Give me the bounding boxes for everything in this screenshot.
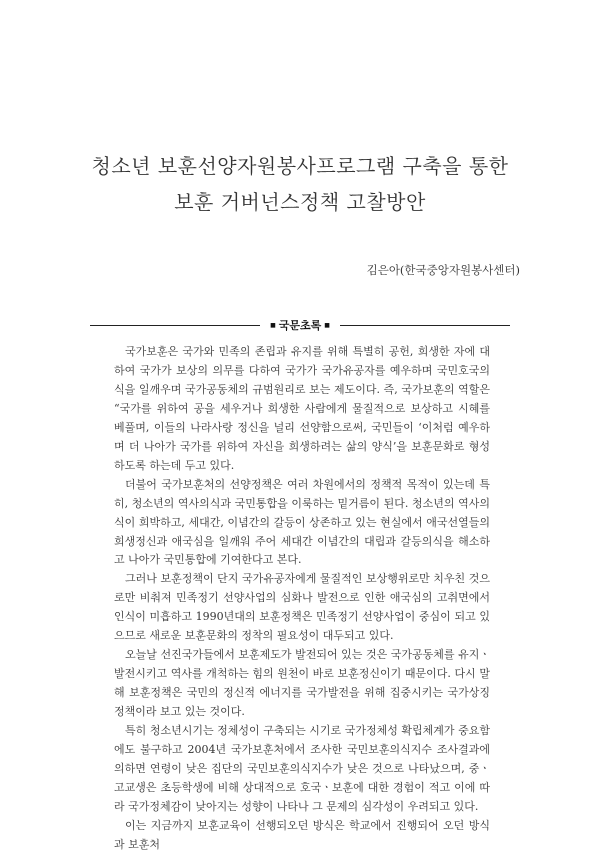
paper-title-line-1: 청소년 보훈선양자원봉사프로그램 구축을 통한: [91, 154, 509, 178]
abstract-paragraph: 그러나 보훈정책이 단지 국가유공자에게 물질적인 보상행위로만 치우친 것으로만 비춰져 민족정기 선양사업의 심화나 발전으로 인한 애국심의 고취면에서 인식이 미흡하고 1990년대의 보훈정책은 민족정기 선양사업이 중심이 되고 있으므로 새로운 보훈문화의 정착의 필요성이 대두되고 있다.: [114, 572, 490, 643]
abstract-label-box: [260, 318, 340, 332]
author-affiliation: 김은아(한국중앙자원봉사센터): [366, 263, 520, 277]
abstract-paragraph: 이는 지금까지 보훈교육이 선행되오던 방식은 학교에서 진행되어 오던 방식과 보훈처: [114, 818, 490, 851]
square-bullet-icon: ■: [270, 321, 276, 329]
abstract-rule-left: [90, 325, 260, 326]
paper-title-line-2: 보훈 거버넌스정책 고찰방안: [174, 190, 426, 214]
abstract-rule-right: [340, 325, 510, 326]
abstract-body: [114, 343, 490, 855]
abstract-paragraph: 국가보훈은 국가와 민족의 존립과 유지를 위해 특별히 공헌, 희생한 자에 대하여 국가가 보상의 의무를 다하여 국가가 국가유공자를 예우하며 국민호국의식을 일깨우며 국가공동체의 규범원리로 보는 제도이다. 즉, 국가보훈의 역할은 “국가를 위하여 공을 세우거나 희생한 사람에게 물질적으로 보상하고 시혜를 베풀며, 이들의 나라사랑 정신을 널리 선양함으로써, 국민들이 ‘이처럼 예우하며 더 나아가 국가를 위하여 자신을 희생하려는 삶의 양식’을 보훈문화로 형성하도록 하는데 두고 있다.: [114, 345, 490, 472]
abstract-paragraph: 오늘날 선진국가들에서 보훈제도가 발전되어 있는 것은 국가공동체를 유지ㆍ발전시키고 역사를 개척하는 힘의 원천이 바로 보훈정신이기 때문이다. 다시 말해 보훈정책은 국민의 정신적 에너지를 국가발전을 위해 집중시키는 국가상징정책이라 보고 있는 것이다.: [114, 648, 490, 719]
abstract-label: 국문초록: [278, 319, 322, 332]
square-bullet-icon: ■: [324, 321, 330, 329]
abstract-header: [90, 318, 510, 332]
abstract-paragraph: 특히 청소년시기는 정체성이 구축되는 시기로 국가정체성 확립체계가 중요함에도 불구하고 2004년 국가보훈처에서 조사한 국민보훈의식지수 조사결과에 의하면 연령이 낮은 집단의 국민보훈의식지수가 낮은 것으로 나타났으며, 중ㆍ고교생은 초등학생에 비해 상대적으로 호국ㆍ보훈에 대한 경험이 적고 이에 따라 국가정체감이 낮아지는 성향이 나타나 그 문제의 심각성이 우려되고 있다.: [114, 724, 490, 813]
abstract-paragraph: 더불어 국가보훈처의 선양정책은 여러 차원에서의 정책적 목적이 있는데 특히, 청소년의 역사의식과 국민통합을 이룩하는 밑거름이 된다. 청소년의 역사의식이 희박하고, 세대간, 이념간의 갈등이 상존하고 있는 현실에서 애국선열들의 희생정신과 애국심을 일깨워 주어 세대간 이념간의 대립과 갈등의식을 해소하고 나아가 국민통합에 기여한다고 본다.: [114, 477, 490, 567]
